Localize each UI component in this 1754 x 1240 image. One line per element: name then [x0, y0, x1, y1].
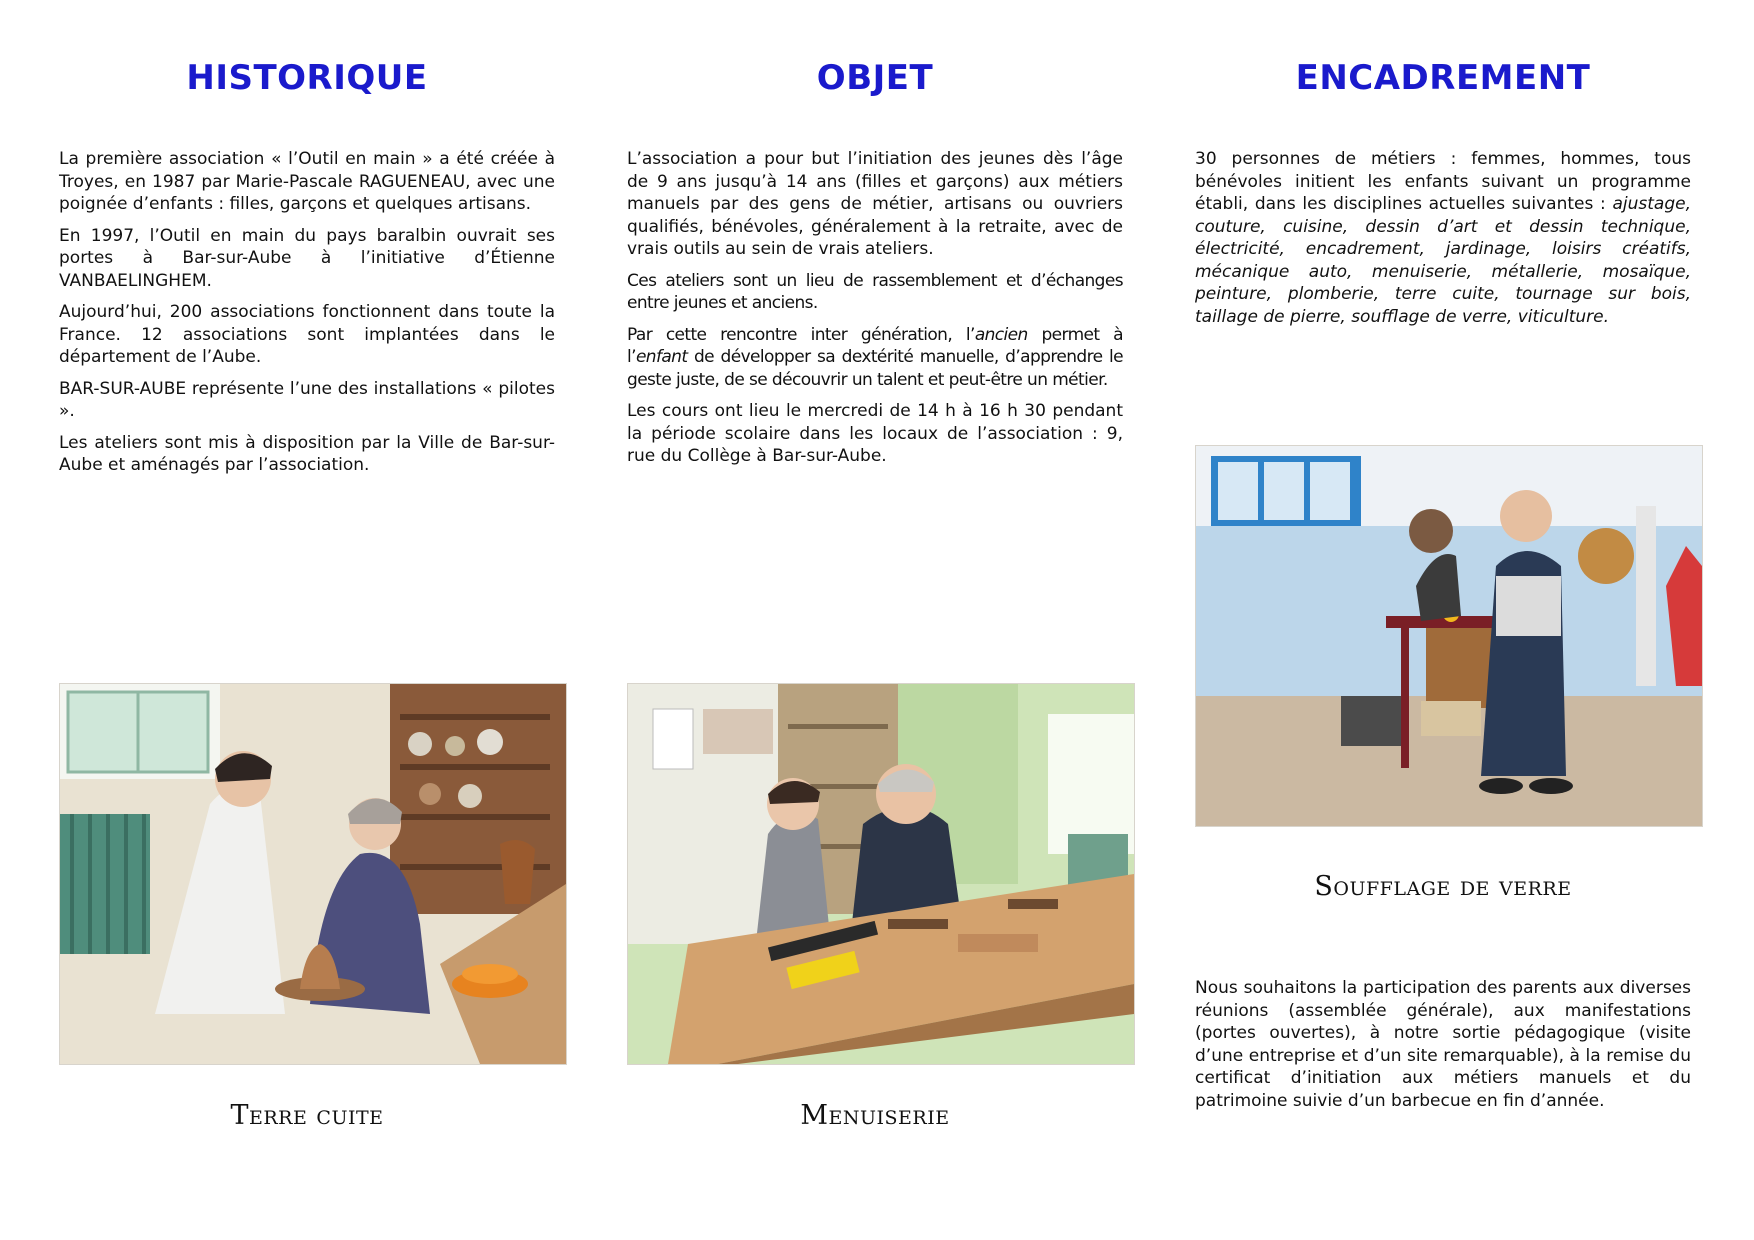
caption-soufflage-de-verre: Soufflage de verre [1314, 871, 1572, 902]
heading-historique: HISTORIQUE [186, 58, 428, 98]
photo-menuiserie [627, 683, 1135, 1065]
objet-paragraph-3-part-b: permet à l’ [627, 324, 1124, 367]
caption-menuiserie: Menuiserie [800, 1100, 950, 1131]
heading-objet: OBJET [816, 58, 934, 98]
caption-terre-cuite: Terre cuite [230, 1100, 384, 1131]
encadrement-text [1195, 148, 1691, 337]
encadrement-disciplines-list: ajustage, couture, cuisine, dessin d’art et dessin technique, électricité, encadrement, jardinage, loisirs créatifs, mécanique auto, menuiserie, métallerie, mosaïque, peinture, plomberie, terre cuite, tournage sur bois, taillage de pierre, soufflage de verre, viticulture. [1195, 194, 1691, 327]
objet-text [627, 148, 1123, 477]
heading-encadrement: ENCADREMENT [1295, 58, 1591, 98]
glassblowing-workshop-illustration [1196, 446, 1702, 826]
encadrement-closing-text [1195, 977, 1691, 1121]
column-historique [59, 0, 555, 1240]
objet-paragraph-3-part-c: de développer sa dextérité manuelle, d’apprendre le geste juste, de se découvrir un talent et peut-être un métier. [627, 347, 1123, 390]
historique-text [59, 148, 555, 486]
historique-paragraph-5: Les ateliers sont mis à disposition par la Ville de Bar-sur-Aube et aménagés par l’association. [59, 432, 555, 475]
objet-word-ancien: ancien [974, 324, 1028, 345]
photo-soufflage-de-verre [1195, 445, 1703, 827]
encadrement-paragraph-1 [1195, 148, 1691, 328]
historique-paragraph-3: Aujourd’hui, 200 associations fonctionnent dans toute la France. 12 associations sont implantées dans le département de l’Aube. [59, 302, 555, 367]
objet-paragraph-2: Ces ateliers sont un lieu de rassemblement et d’échanges entre jeunes et anciens. [627, 270, 1123, 313]
column-encadrement [1195, 0, 1691, 1240]
pottery-workshop-illustration [60, 684, 566, 1064]
historique-paragraph-2: En 1997, l’Outil en main du pays baralbin ouvrait ses portes à Bar-sur-Aube à l’initiative d’Étienne VANBAELINGHEM. [59, 225, 555, 291]
objet-paragraph-4: Les cours ont lieu le mercredi de 14 h à 16 h 30 pendant la période scolaire dans les locaux de l’association : 9, rue du Collège à Bar-sur-Aube. [627, 401, 1123, 466]
encadrement-paragraph-2: Nous souhaitons la participation des parents aux diverses réunions (assemblée générale), aux manifestations (portes ouvertes), à notre sortie pédagogique (visite d’une entreprise et d’un site remarquable), à la remise du certificat d’initiation aux métiers manuels et du patrimoine suivie d’un barbecue en fin d’année. [1195, 978, 1691, 1111]
woodwork-workshop-illustration [628, 684, 1134, 1064]
column-objet [627, 0, 1123, 1240]
historique-paragraph-1: La première association « l’Outil en main » a été créée à Troyes, en 1987 par Marie-Pascale RAGUENEAU, avec une poignée d’enfants : filles, garçons et quelques artisans. [59, 149, 555, 214]
photo-terre-cuite [59, 683, 567, 1065]
objet-word-enfant: enfant [635, 347, 688, 367]
objet-paragraph-3-part-a: Par cette rencontre inter génération, l’ [627, 324, 975, 345]
objet-paragraph-1: L’association a pour but l’initiation des jeunes dès l’âge de 9 ans jusqu’à 14 ans (filles et garçons) aux métiers manuels par des gens de métier, artisans ou ouvriers qualifiés, bénévoles, généralement à la retraite, avec de vrais outils au sein de vrais ateliers. [627, 149, 1123, 259]
encadrement-intro: 30 personnes de métiers : femmes, hommes, tous bénévoles initient les enfants suivant un programme établi, dans les disciplines actuelles suivantes : [1195, 149, 1691, 214]
objet-paragraph-3 [627, 324, 1123, 392]
historique-paragraph-4: BAR-SUR-AUBE représente l’une des installations « pilotes ». [59, 378, 555, 421]
